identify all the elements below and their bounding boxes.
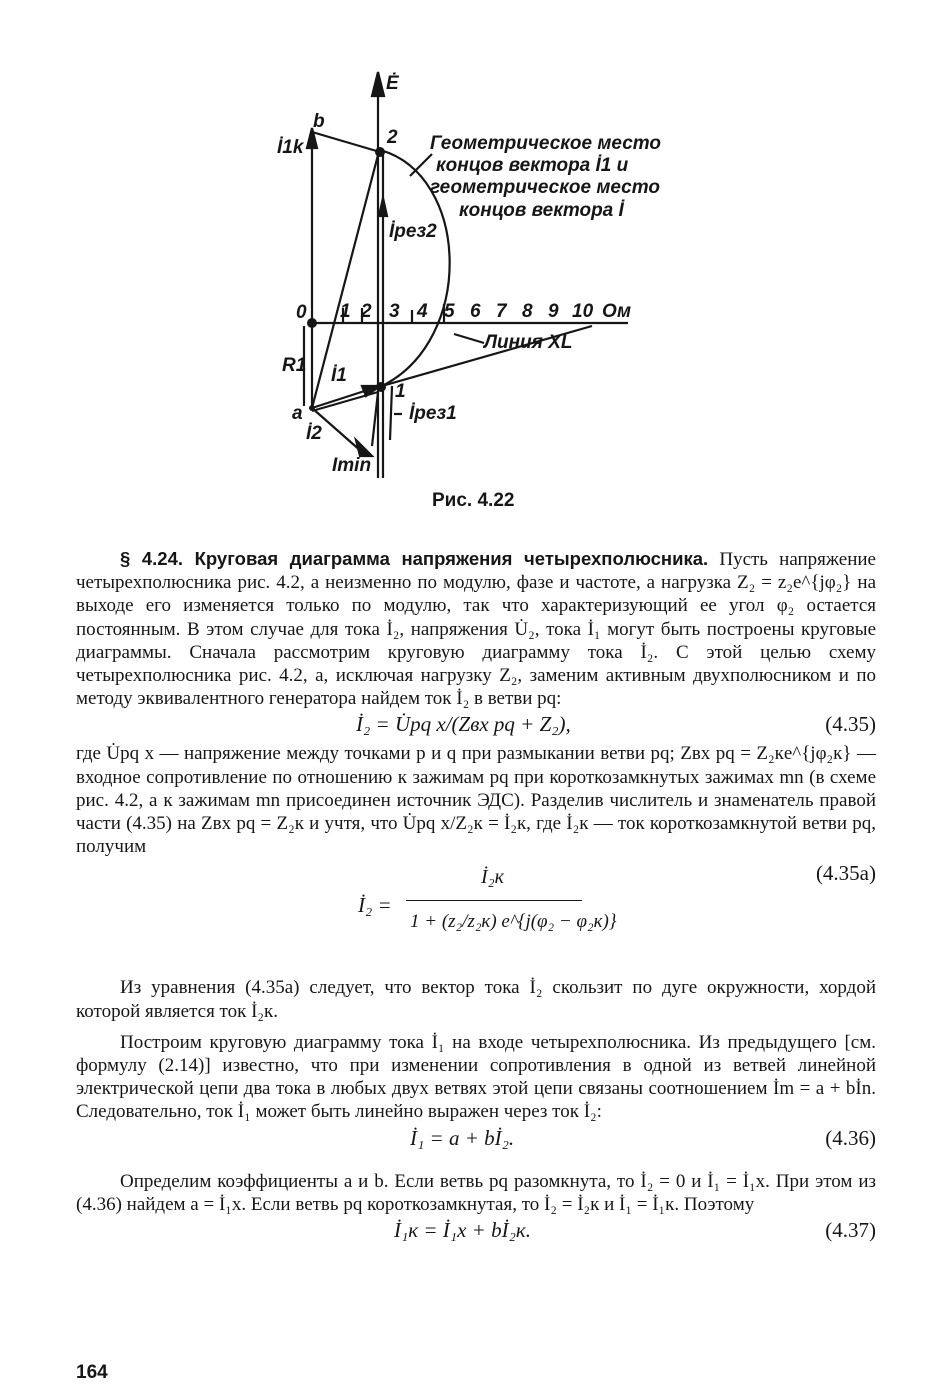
scale-tick: 9: [548, 301, 559, 322]
point-1-label: 1: [395, 381, 406, 402]
scale-tick: 5: [444, 301, 455, 322]
equation-body: İ₁к = İ₁x + bİ₂к.: [394, 1218, 531, 1243]
scale-tick: 3: [389, 301, 400, 322]
equation-numerator: İ₂к: [481, 866, 504, 889]
point-b-label: b: [313, 111, 325, 132]
page-number: 164: [76, 1362, 108, 1383]
point-2-label: 2: [387, 127, 398, 148]
label-ires2: İрез2: [389, 221, 437, 242]
annotation-line: концов вектора İ1 и: [436, 155, 629, 176]
scale-tick: 1: [340, 301, 351, 322]
equation-body: İ₂ = U̇pq x/(Zвх pq + Z₂),: [356, 712, 571, 737]
scale-unit: Ом: [602, 301, 632, 322]
paragraph-2: где U̇pq x — напряжение между точками p и q при размыкании ветви pq; Zвх pq = Z₂кe^{jφ₂к} — входное сопротивление по отношению к зажимам pq при короткозамкнутых зажимах mn (в схеме рис. 4.2, а к зажимам mn присоединен источник ЭДС). Разделив числитель и знаменатель правой части (4.35) на Zвх pq = Z₂к и учтя, что U̇pq x/Z₂к = İ₂к, где İ₂к — ток короткозамкнутой ветви pq, получим: [76, 743, 876, 858]
label-r1: R1: [282, 355, 307, 376]
scale-tick: 2: [361, 301, 372, 322]
equation-number: (4.35): [825, 712, 876, 737]
paragraph-4: Построим круговую диаграмму тока İ₁ на входе четырехполюсника. Из предыдущего [см. формулу (2.14)] известно, что при изменении сопротивления в одной из ветвей линейной электрической цепи два тока в любых двух ветвях этой цепи связаны соотношением İm = a + bİn. Следовательно, ток İ₁ может быть линейно выражен через ток İ₂:: [76, 1031, 876, 1123]
fraction-bar: [406, 900, 582, 901]
label-i1k: İ1k: [277, 137, 304, 158]
label-i2: İ2: [306, 423, 322, 444]
equation-number: (4.36): [825, 1125, 876, 1150]
scale-tick: 6: [470, 301, 481, 322]
point-0-label: 0: [296, 302, 307, 323]
equation-4-35: [76, 710, 876, 742]
scale-tick: 8: [522, 301, 533, 322]
paragraph-5: Определим коэффициенты a и b. Если ветвь pq разомкнута, то İ₂ = 0 и İ₁ = İ₁x. При этом из (4.36) найдем a = İ₁x. Если ветвь pq короткозамкнутая, то İ₂ = İ₂к и İ₁ = İ₁к. Поэтому: [76, 1170, 876, 1215]
section-heading: § 4.24. Круговая диаграмма напряжения четырехполюсника.: [120, 548, 709, 569]
scale-tick: 7: [496, 301, 507, 322]
scale-tick: 4: [417, 301, 428, 322]
label-line-xl: Линия XL: [484, 332, 573, 353]
annotation-line: концов вектора İ: [459, 200, 624, 221]
annotation-line: Геометрическое место: [430, 133, 662, 154]
line-b-2: [312, 132, 380, 152]
paragraph-1: § 4.24. Круговая диаграмма напряжения четырехполюсника. Пусть напряжение четырехполюсника рис. 4.2, а неизменно по модулю, фазе и частоте, а нагрузка Z₂ = z₂e^{jφ₂} на выходе его изменяется только по модулю, так что характеризующий ее угол φ₂ остается постоянным. В этом случае для тока İ₂, напряжения U̇₂, тока İ₁ могут быть построены круговые диаграммы. Сначала рассмотрим круговую диаграмму тока İ₂. С этой целью схему четырехполюсника рис. 4.2, а, исключая нагрузку Z₂, заменим активным двухполюсником и по методу эквивалентного генератора найдем ток İ₂ в ветви pq:: [76, 548, 876, 710]
label-imin: Imin: [332, 455, 372, 476]
section-text: [76, 547, 876, 1248]
axis-e-label: Ė: [386, 73, 399, 94]
equation-4-35a: [76, 858, 876, 976]
equation-lhs: İ₂ =: [358, 893, 392, 918]
label-i1: İ1: [331, 365, 347, 386]
label-ires1: İрез1: [409, 403, 457, 424]
e-axis-arrow: [372, 72, 384, 96]
equation-denominator: 1 + (z₂/z₂к) e^{j(φ₂ − φ₂к)}: [410, 911, 617, 933]
equation-number: (4.35а): [815, 861, 876, 886]
figure-4-22: [0, 0, 941, 520]
equation-body: İ₁ = a + bİ₂.: [410, 1125, 515, 1150]
equation-number: (4.37): [825, 1218, 876, 1243]
point-a-label: a: [292, 403, 303, 424]
circle-diagram: [0, 0, 941, 520]
equation-4-37: [76, 1216, 876, 1248]
paragraph-3: Из уравнения (4.35а) следует, что вектор тока İ₂ скользит по дуге окружности, хордой которой является ток İ₂к.: [76, 977, 876, 1022]
annotation-line: геометрическое место: [430, 177, 660, 198]
scale-tick: 10: [572, 301, 594, 322]
figure-caption: Рис. 4.22: [432, 490, 515, 511]
equation-4-36: [76, 1124, 876, 1156]
